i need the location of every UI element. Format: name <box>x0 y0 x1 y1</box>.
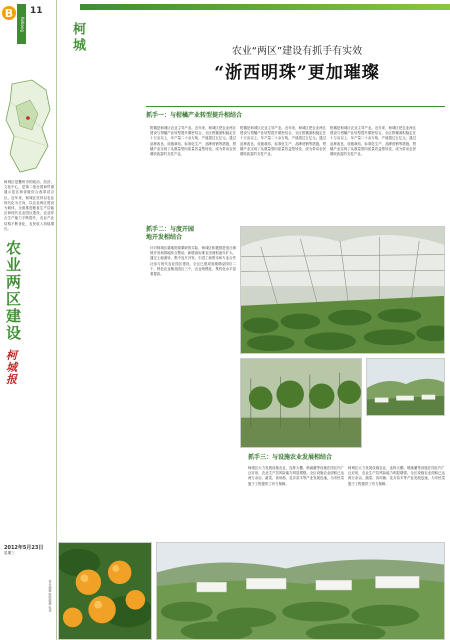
section-tab: Kebang <box>17 4 26 44</box>
section-body-3b: 柯城区大力发展设施农业，连栋大棚、喷滴灌等设施在园区内广泛应用，农业生产抗风险能力明显增强。全区设施农业面积已达两万余亩，蔬菜、食用菌、花卉苗木等产业发展迅速，为市民菜篮子工程提供了有力保障。 <box>348 466 445 486</box>
header-divider <box>146 106 445 107</box>
issue-date: 2012年5月23日 <box>4 545 44 551</box>
orange-fruit-photo <box>58 542 152 640</box>
page-number: 11 <box>30 6 43 16</box>
section-body-1c: 柑橘是柯城区农业主导产业。近年来，柯城区把农业两区建设与柑橘产业转型提升紧密结合，全区柑橘面积稳定在十万亩以上，年产量二十余万吨，产值超过五亿元。通过品种改良、设施栽培、标准化生产、品牌营销等措施，柑橘产业实现了从数量型向质量效益型转变，成为带动农民增收致富的支柱产业。 <box>330 126 416 157</box>
intro-text: 柯城区是衢州市的政治、经济、文化中心，是第二批全国商贸流通示范区和省级综合改革试点区。近年来，柯城区坚持以农业现代化为方向，以农业两区建设为载体，全面推进粮食生产功能区和现代农业园区建设，农业综合生产能力不断提升，农业产业结构不断优化，农民收入持续增长。 <box>4 180 54 231</box>
county-name: 柯城 <box>70 22 85 54</box>
section-body-1a: 柑橘是柯城区农业主导产业。近年来，柯城区把农业两区建设与柑橘产业转型提升紧密结合，全区柑橘面积稳定在十万亩以上，年产量二十余万吨，产值超过五亿元。通过品种改良、设施栽培、标准化生产、品牌营销等措施，柑橘产业实现了从数量型向质量效益型转变，成为带动农民增收致富的支柱产业。 <box>150 126 236 157</box>
section-heading-3: 抓手三：与设施农业发展相结合 <box>248 454 333 461</box>
section-heading-2: 抓手二：与度开园地开发相结合 <box>146 226 195 241</box>
header-band <box>80 4 450 10</box>
section-body-1b: 柑橘是柯城区农业主导产业。近年来，柯城区把农业两区建设与柑橘产业转型提升紧密结合，全区柑橘面积稳定在十万亩以上，年产量二十余万吨，产值超过五亿元。通过品种改良、设施栽培、标准化生产、品牌营销等措施，柑橘产业实现了从数量型向质量效益型转变，成为带动农民增收致富的支柱产业。 <box>240 126 326 157</box>
section-heading-1: 抓手一：与柑橘产业转型提升相结合 <box>146 112 243 119</box>
subtitle: 农业“两区”建设有抓手有实效 <box>231 46 363 57</box>
headline: “浙西明珠”更加璀璨 <box>214 63 380 83</box>
landscape-photo <box>366 358 445 416</box>
county-map-icon <box>2 76 56 176</box>
greenhouse-photo <box>240 226 445 354</box>
orchard-panorama-photo <box>156 542 445 640</box>
newspaper-name: 柯城报 <box>6 349 17 386</box>
section-letter-logo: B <box>2 6 16 20</box>
editor-line: 责任编辑 组版编辑 电话 <box>48 580 52 612</box>
weekday: 星期三 <box>4 551 15 555</box>
side-title: 农业两区建设 <box>6 239 22 342</box>
section-body-3a: 柯城区大力发展设施农业，连栋大棚、喷滴灌等设施在园区内广泛应用，农业生产抗风险能力明显增强。全区设施农业面积已达两万余亩，蔬菜、食用菌、花卉苗木等产业发展迅速，为市民菜篮子工程提供了有力保障。 <box>248 466 344 486</box>
vineyard-photo <box>240 358 362 448</box>
issue-meta <box>4 546 56 556</box>
section-body-2: 针对柯城区耕地资源紧缺的实际，柯城区积极推进低丘缓坡开发和园地综合整治，新增高标准农田面积逐年扩大。通过土地流转、集中连片开发，引进工商资本和专业合作社参与现代农业园区建设，全区已建成省级精品园区二个、特色农业精品园区三个，农业规模化、集约化水平显著提高。 <box>150 246 236 277</box>
